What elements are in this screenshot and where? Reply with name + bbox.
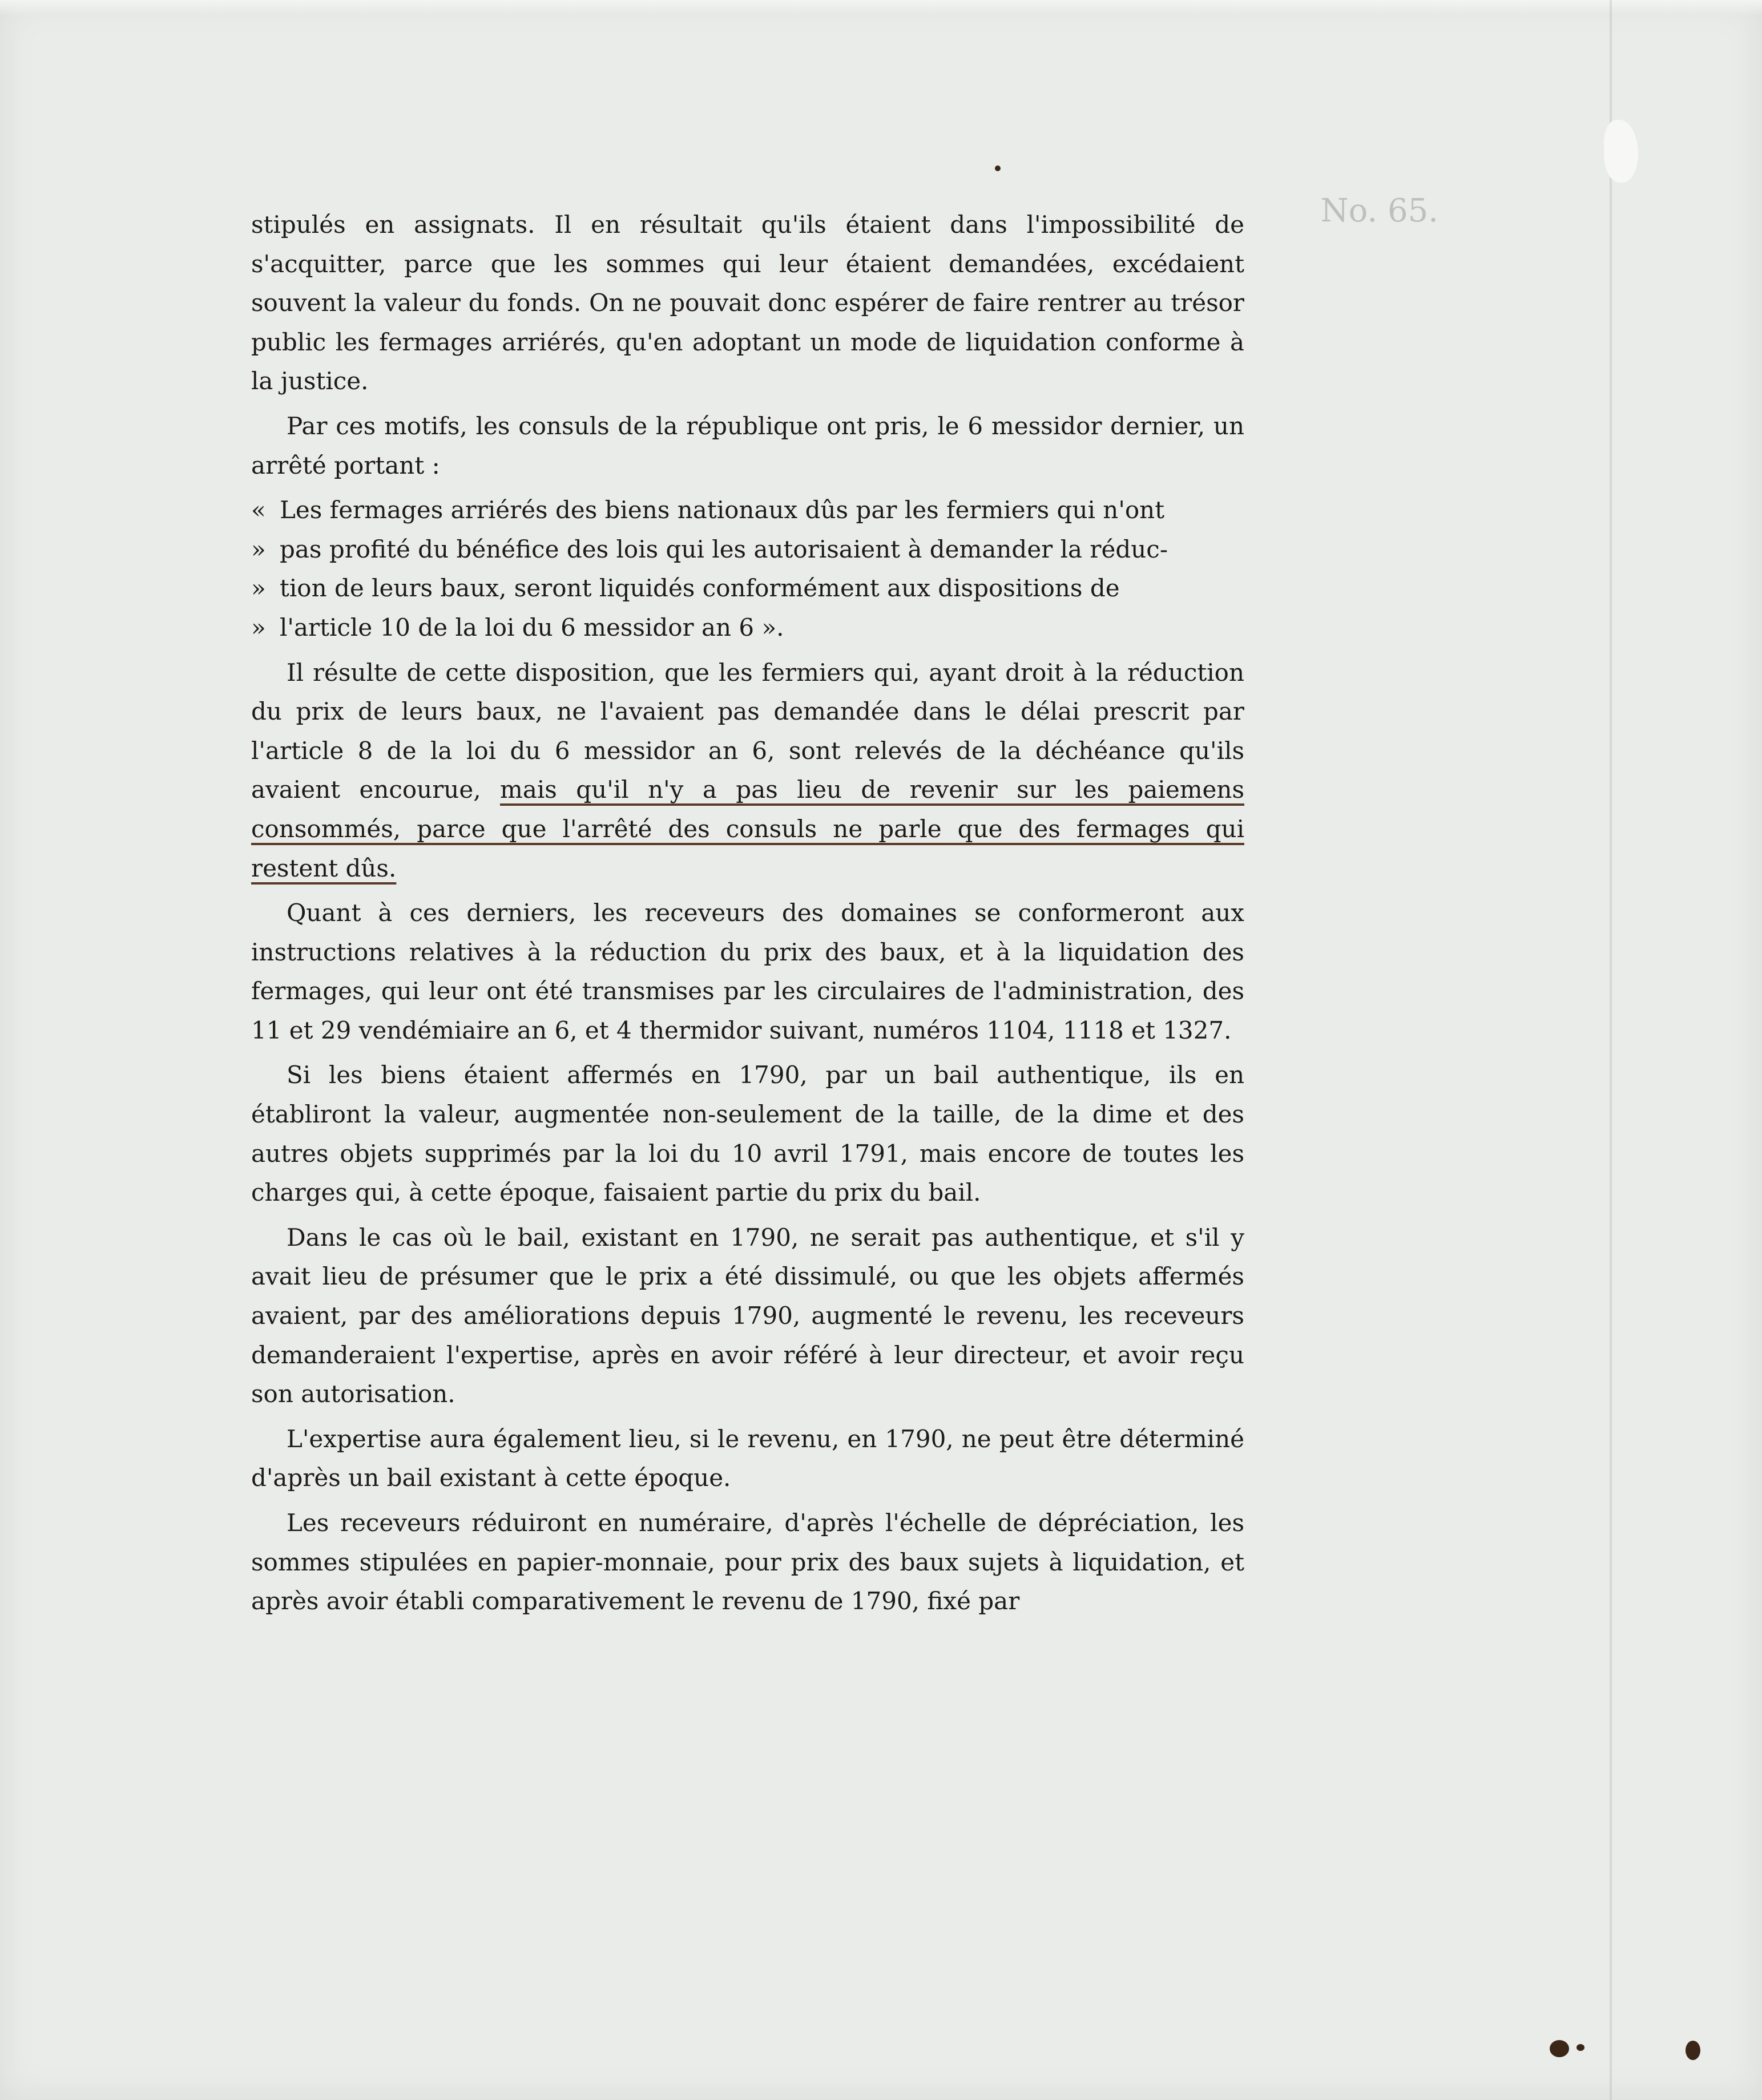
handwritten-underline-passage: mais qu'il n'y a pas lieu de revenir sur les paiemens consommés, parce que l'arrêté des consuls ne parle que des fermages qui restent dûs.: [251, 776, 1245, 882]
quote-mark: »: [251, 535, 266, 563]
quote-line-3: [251, 569, 1244, 608]
paragraph-2: Par ces motifs, les consuls de la république ont pris, le 6 messidor dernier, un arrêté portant :: [251, 411, 1244, 479]
paper-top-edge: [0, 0, 1762, 16]
paper-tear: [1604, 120, 1638, 183]
paragraph-3: [251, 653, 1244, 889]
paragraph-1: stipulés en assignats. Il en résultait qu'ils étaient dans l'impossibilité de s'acquitter, parce que les sommes qui leur étaient demandées, excédaient souvent la valeur du fonds. On ne pouvait donc espérer de faire rentrer au trésor public les fermages arriérés, qu'en adoptant un mode de liquidation conforme à la justice.: [251, 211, 1244, 395]
bleed-through-number: No. 65.: [1320, 192, 1438, 229]
ink-spot: [1576, 2044, 1584, 2051]
quote-line-4: [251, 608, 1244, 648]
paper-fold-line: [1610, 0, 1612, 2100]
quote-text: Les fermages arriérés des biens nationaux dûs par les fermiers qui n'ont: [280, 496, 1165, 524]
quote-mark: «: [251, 496, 266, 524]
paragraph-5: Si les biens étaient affermés en 1790, par un bail authentique, ils en établiront la valeur, augmentée non-seulement de la taille, de la dime et des autres objets supprimés par la loi du 10 avril 1791, mais encore de toutes les charges qui, à cette époque, faisaient partie du prix du bail.: [251, 1061, 1244, 1207]
quote-text: pas profité du bénéfice des lois qui les autorisaient à demander la réduc-: [280, 535, 1168, 563]
ink-spot: [1550, 2040, 1569, 2057]
paragraph-6: Dans le cas où le bail, existant en 1790, ne serait pas authentique, et s'il y avait lieu de présumer que le prix a été dissimulé, ou que les objets affermés avaient, par des améliorations depuis 1790, augmenté le revenu, les receveurs demanderaient l'expertise, après en avoir référé à leur directeur, et avoir reçu son autorisation.: [251, 1223, 1244, 1408]
quote-mark: »: [251, 574, 266, 603]
ink-spot: [1686, 2041, 1700, 2060]
bleed-through-heading: [1290, 188, 1438, 234]
document-body: [251, 205, 1244, 1627]
quoted-decree: [251, 491, 1244, 647]
quote-mark: »: [251, 613, 266, 641]
quote-text: l'article 10 de la loi du 6 messidor an 6 ».: [280, 613, 784, 641]
paragraph-4: Quant à ces derniers, les receveurs des domaines se conformeront aux instructions relatives à la réduction du prix des baux, et à la liquidation des fermages, qui leur ont été transmises par les circulaires de l'administration, des 11 et 29 vendémiaire an 6, et 4 thermidor suivant, numéros 1104, 1118 et 1327.: [251, 899, 1244, 1044]
paragraph-3-text: Il résulte de cette disposition, que les fermiers qui, ayant droit à la réduction du prix de leurs baux, ne l'avaient pas demandée dans le délai prescrit par l'article 8 de la loi du 6 messidor an 6, sont relevés de la déchéance qu'ils avaient encourue,: [251, 658, 1244, 804]
paragraph-7: L'expertise aura également lieu, si le revenu, en 1790, ne peut être déterminé d'après un bail existant à cette époque.: [251, 1424, 1244, 1492]
ink-spot: [995, 165, 1001, 171]
quote-text: tion de leurs baux, seront liquidés conformément aux dispositions de: [280, 574, 1120, 603]
paragraph-8: Les receveurs réduiront en numéraire, d'après l'échelle de dépréciation, les sommes stipulées en papier-monnaie, pour prix des baux sujets à liquidation, et après avoir établi comparativement le revenu de 1790, fixé par: [251, 1509, 1244, 1616]
quote-line-1: [251, 491, 1244, 530]
quote-line-2: [251, 530, 1244, 570]
